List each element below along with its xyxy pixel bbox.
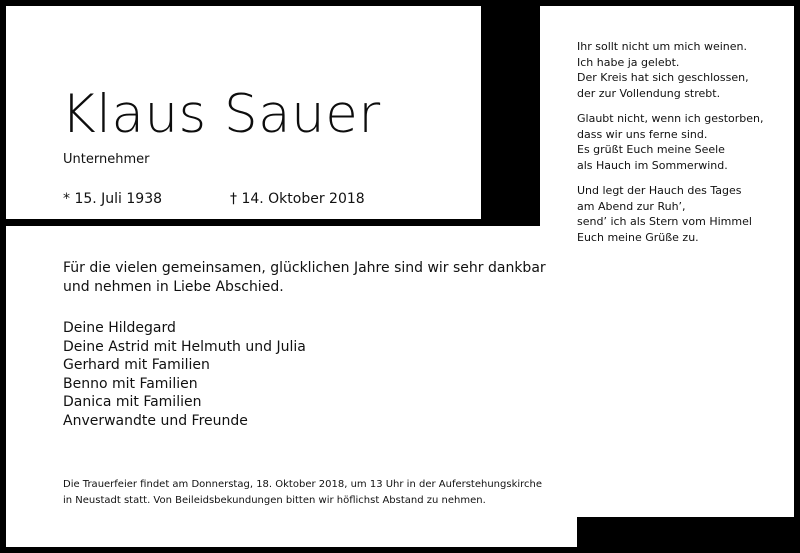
notice-line: Die Trauerfeier findet am Donnerstag, 18. Oktober 2018, um 13 Uhr in der Auferstehungskirche: [63, 479, 543, 490]
poem: [577, 39, 787, 255]
poem-line: dass wir uns ferne sind.: [577, 127, 708, 141]
farewell-text: [63, 259, 563, 297]
poem-stanza: [577, 111, 787, 173]
poem-line: Und legt der Hauch des Tages: [577, 184, 742, 197]
mourner-item: Deine Hildegard: [63, 320, 176, 336]
poem-stanza: [577, 183, 787, 245]
funeral-notice: [63, 477, 563, 509]
poem-line: Euch meine Grüße zu.: [577, 230, 699, 244]
mourner-item: Deine Astrid mit Helmuth und Julia: [63, 338, 306, 355]
deceased-profession: Unternehmer: [63, 152, 150, 167]
poem-line: Ihr sollt nicht um mich weinen.: [577, 40, 747, 53]
poem-line: send’ ich als Stern vom Himmel: [577, 215, 752, 228]
mourners-list: [63, 319, 463, 430]
poem-line: Es grüßt Euch meine Seele: [577, 143, 725, 156]
poem-line: Glaubt nicht, wenn ich gestorben,: [577, 112, 764, 125]
poem-line: Der Kreis hat sich geschlossen,: [577, 71, 749, 84]
poem-stanza: [577, 39, 787, 101]
deceased-name: Klaus Sauer: [61, 84, 381, 145]
notice-line: in Neustadt statt. Von Beileidsbekundungen bitten wir höflichst Abstand zu nehmen.: [63, 495, 486, 506]
mourner-item: Danica mit Familien: [63, 394, 202, 410]
farewell-line: und nehmen in Liebe Abschied.: [63, 279, 284, 295]
mourner-item: Gerhard mit Familien: [63, 357, 210, 373]
mourner-item: Anverwandte und Freunde: [63, 412, 248, 429]
death-date: † 14. Oktober 2018: [230, 191, 365, 207]
poem-line: Ich habe ja gelebt.: [577, 55, 680, 69]
mourner-item: Benno mit Familien: [63, 375, 198, 392]
poem-line: am Abend zur Ruh’,: [577, 199, 686, 213]
poem-line: der zur Vollendung strebt.: [577, 86, 721, 100]
farewell-line: Für die vielen gemeinsamen, glücklichen Jahre sind wir sehr dankbar: [63, 260, 546, 276]
birth-date: * 15. Juli 1938: [63, 191, 163, 207]
poem-line: als Hauch im Sommerwind.: [577, 158, 728, 172]
